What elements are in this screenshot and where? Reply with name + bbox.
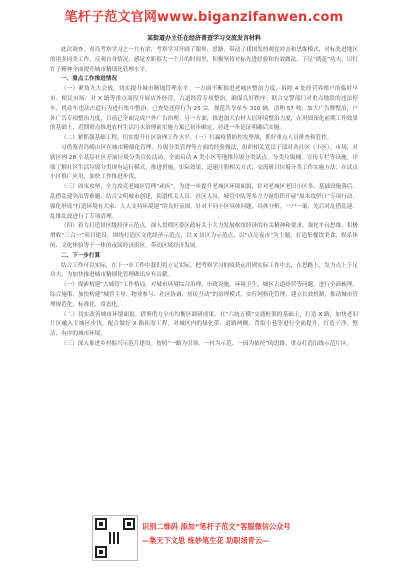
footer-line-1: 识别二维码 添加“笔杆子范文”客服微信公众号 <box>142 522 291 531</box>
paragraph: （三）深入推进乡村振兴示范片建设。按照“一路为引领、一村为示范、一园为依托”的思路，重点打造沿线示范片区。 <box>61 340 353 347</box>
paragraph: （二）切实改善城市环境面貌。借鉴借力全市均衡区调研成果，在“六统五横”交通框架的基础上，打造 X 路，加快老旧片区融入主城区步伐，配合做好 X 路拓宽工程，对城区内的绿化带、道路两侧、背街小巷等进行全面提升，打造干净、整洁、有序的城市环境。 <box>50 311 358 338</box>
paragraph: （一）探索构建“大城管”工作格局。对城市环境综合治理、市政设施、环境卫生、城区占道经营等问题，进行全面梳理、综合施策，加快构建“城管主导、物业参与、社区协调、居民互动”的治理模式，实行网格化管理，建立长效机制，推动城市管理规范化、标准化、常态化。 <box>50 282 358 308</box>
footer-line-2: —集天下文思 练妙笔生花 助职场青云— <box>142 536 270 545</box>
paragraph: 此次调查，青岛考察学习之一月有余，考察学习开阔了眼界、思路，带动了我国发的观党冲击和思维模式，对标先进地区的诸多同类工作，反观自身情况，感觉差距很大一个月的时间里，积极坚持对标先进经验和有效做法，下足“绣花”功夫，以钉钉子精神全面提升城市精细化管理水平。 <box>50 47 358 73</box>
section-heading: 一、重点工作推进情况 <box>61 76 117 83</box>
section-heading: 二、下一步打算 <box>61 252 101 259</box>
document-body <box>50 34 358 504</box>
paragraph: 习借鉴青岛崂山区在城市精细化管理、垃圾分类管理等方面的经验做法，组织相关党员干部对各社区（小区）、市场，对辖区内 28 个基层社区开展垃圾分类宣传活动，全面启动 A 类小区等地推垃圾分类试点。分类垃圾桶、宣传专栏等设施，详细了解社区生活垃圾分类现有运行模式，推进措施，实际效果，迅速注册相关方式，交流研讨垃圾分类工作实施方法；在试点小区推广应用，加快工作推进步伐。 <box>50 144 358 181</box>
paragraph: 结合工作可以实际，在下一步工作中我们将立足实际，把考察学习的收获运用到实际工作中去，在思路上、发力点上下足功夫，为加快推进城市精细化管理做出应有贡献。 <box>50 262 358 279</box>
site-banner-text: 笔杆子范文官网www.biganzifanwen.com <box>64 10 344 25</box>
paragraph: （二）紧抓强基础工程，切实提升社区治理工作水平。（一）打赢疫情防控攻坚战，抓好重点人员排查和管控。 <box>61 135 333 142</box>
paragraph: （一）紧角九大会战，切实提升城市精细管理水平。一方面不断推进老城区整治力度，拆除 4 处经营养殖户的临时早市、便民市场；对 X 路等重点商段开展店外经营，占道经营专项整治，确保良好秩序；联合交警部门对重点地段的违法停车、机动车违法占道行为进行集中整治，已查处违停行为 25 宗，规范共享单车 310 辆、清理 57 吨；加大广告牌整治，户外广告专项整治力度，目前已全面完成户外广告治理。另一方面，推进加大农村人居环境整治力度，在巩固深化前期工作效果的基础上，近期重点推进农村生活污水治理前实施方案已初步确定，待进一步论证明确后实施。 <box>50 86 358 132</box>
document-title: 某街道办主任在经济普查学习交流发言材料 <box>146 35 261 42</box>
paragraph: （三）周末攻坚，全力攻克老城区管理“顽疾”，为进一步提升老城区环境面貌，针对老城区老旧小区多、基础设施落后、乱搭乱建突出等难题，结合文明城市创建，街道机关人员、社区人员、城管中队等多方力量组织开展“周末攻坚日”专项行动，强化形成“打造环境有大家、人人支持环境建”的良好氛围，针对不同小区具体问题，具体分析，一户一案，先后对乱搭乱建、乱堆乱放进行了专项清理。 <box>50 184 358 220</box>
paragraph: （四）着力打造景区级经济示范点，深入贯彻区委区政府关于大力发展枢纽经济的有关精神和要求，强化平台思维，积极增收“三合一”项目建设，围绕打造区文化经济示范点，以 X 景区为示范点，以“点亮夜市”为主题，打造集餐饮美食、娱乐休闲、文化体验等于一体的夜间经济街区，带动区域经济发展。 <box>50 223 358 249</box>
site-banner <box>0 0 408 30</box>
document-paragraphs <box>50 46 358 350</box>
qr-code-icon[interactable] <box>92 515 138 561</box>
